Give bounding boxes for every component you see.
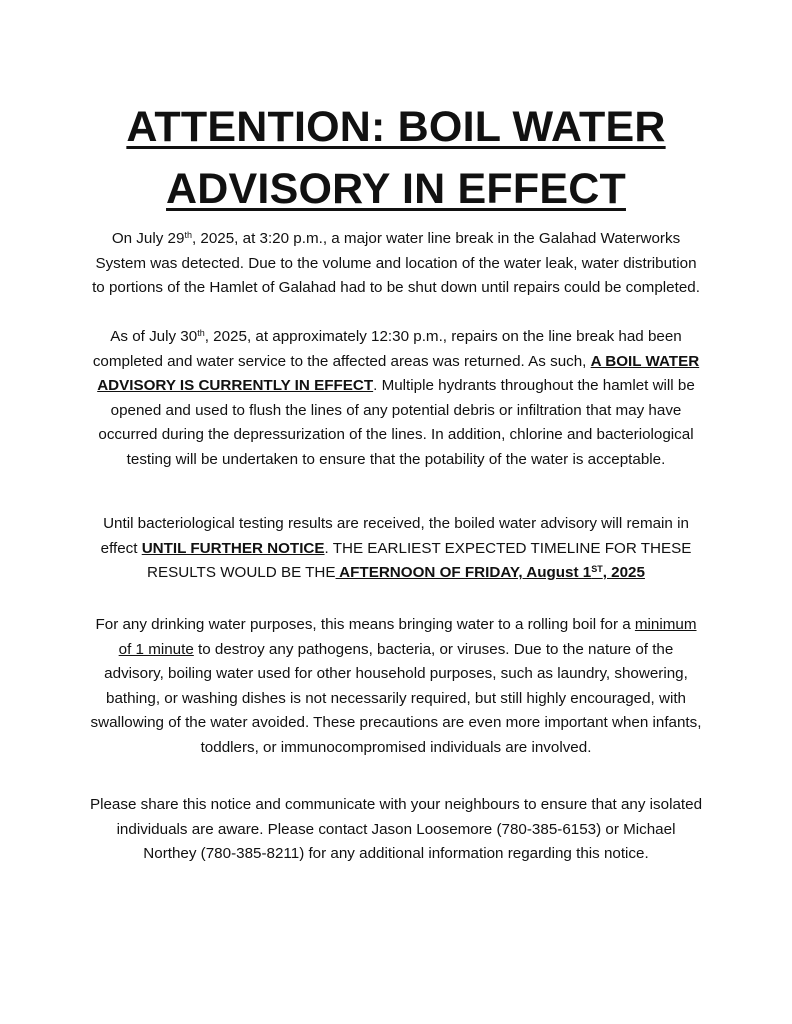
minimum-time-underline: minimum of 1 minute [118, 616, 697, 658]
page-title [0, 96, 792, 220]
date-emphasis [336, 564, 645, 581]
p2-text-b: , 2025, at approximately 12:30 p.m., repairs on the line break had been completed and water service to the affected areas was returned. As such, [92, 328, 682, 370]
p2-sup: th [197, 328, 205, 338]
p4-text-b: to destroy any pathogens, bacteria, or viruses. Due to the nature of the advisory, boiling water used for other household purposes, such as laundry, showering, bathing, or washing dishes is not necessarily required, but still highly encouraged, with swallowing of the water avoided. These precautions are even more important when infants, toddlers, or immunocompromised individuals are involved. [90, 640, 702, 756]
p4-text-a: For any drinking water purposes, this means bringing water to a rolling boil for a [95, 616, 635, 633]
p3-text-a: Until bacteriological testing results are received, the boiled water advisory will remain in effect [100, 515, 689, 557]
p2-text-a: As of July 30 [110, 328, 198, 345]
paragraph-timeline [88, 512, 704, 586]
date-emphasis-a: AFTERNOON OF FRIDAY, August 1 [335, 564, 592, 581]
date-sup: ST [591, 564, 603, 574]
paragraph-contact [88, 793, 704, 867]
until-notice-emphasis: UNTIL FURTHER NOTICE [141, 539, 325, 557]
title-line-1: ATTENTION: BOIL WATER [126, 103, 666, 151]
p2-text-c: . Multiple hydrants throughout the hamlet will be opened and used to flush the lines of any potential debris or infiltration that may have occurred during the depressurization of the lines. In addition, chlorine and bacteriological testing will be undertaken to ensure that the potability of the water is acceptable. [98, 377, 695, 468]
paragraph-boil-instructions [88, 613, 704, 760]
date-emphasis-b: , 2025 [602, 564, 645, 581]
paragraph-advisory [88, 325, 704, 472]
advisory-emphasis: A BOIL WATER ADVISORY IS CURRENTLY IN EFFECT [97, 352, 700, 394]
p1-text-b: , 2025, at 3:20 p.m., a major water line break in the Galahad Waterworks System was detected. Due to the volume and location of the water leak, water distribution to portions of the Hamlet of Galahad had to be shut down until repairs could be completed. [92, 230, 700, 296]
p1-text-a: On July 29 [111, 230, 185, 247]
p1-sup: th [184, 230, 192, 240]
title-line-2: ADVISORY IN EFFECT [166, 165, 626, 213]
p5-text-a: Please share this notice and communicate with your neighbours to ensure that any isolated individuals are aware. Please contact Jason Loosemore (780-385-6153) or Michael Northey (780-385-8211) for any additional information regarding this notice. [89, 796, 703, 862]
paragraph-incident [88, 227, 704, 301]
p3-text-b: . THE EARLIEST EXPECTED TIMELINE FOR THESE RESULTS WOULD BE THE [147, 539, 692, 581]
